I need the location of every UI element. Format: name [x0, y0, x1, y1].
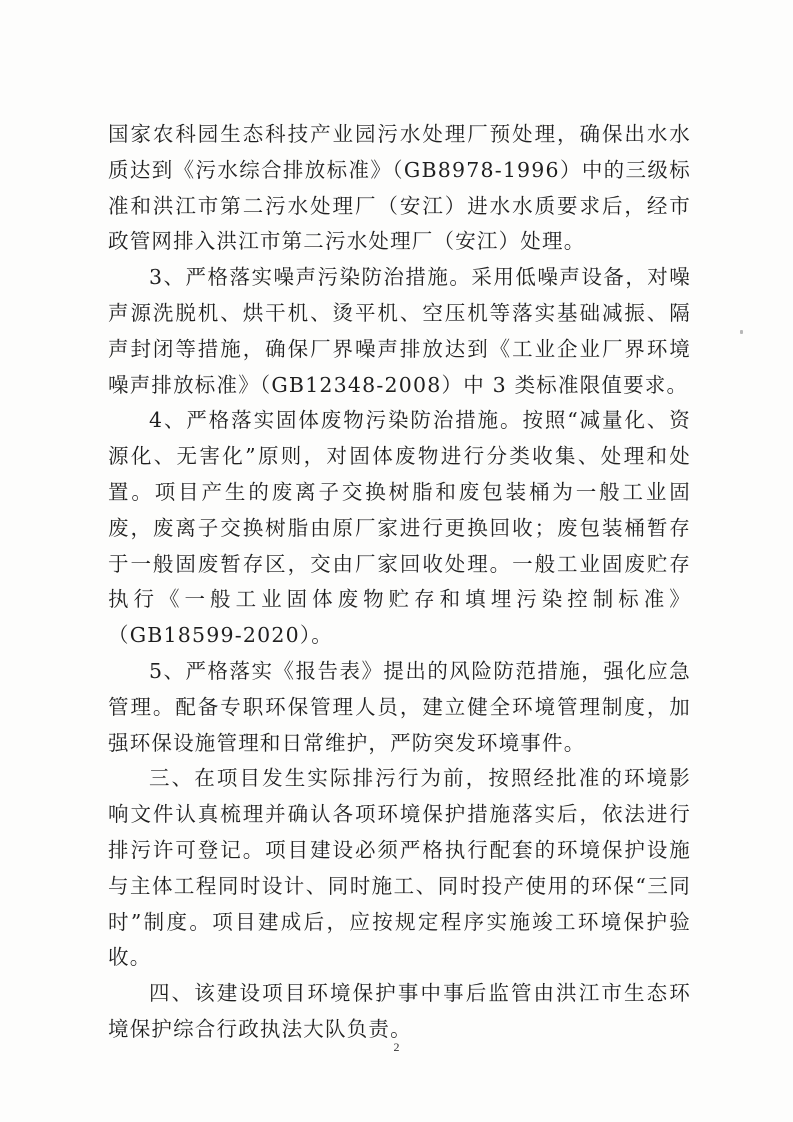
paragraph-supervision: 四、该建设项目环境保护事中事后监管由洪江市生态环境保护综合行政执法大队负责。	[108, 981, 691, 1041]
page-number: 2	[393, 1040, 400, 1054]
paragraph-noise-control: 3、严格落实噪声污染防治措施。采用低噪声设备，对噪声源洗脱机、烘干机、烫平机、空压机等落实基础减振、隔声封闭等措施，确保厂界噪声排放达到《工业企业厂界环境噪声排放标准》（GB12348-2008）中 3 类标准限值要求。	[108, 265, 691, 397]
document-body	[108, 117, 691, 1048]
scan-speck-mark	[740, 330, 743, 334]
paragraph-pollution-permit: 三、在项目发生实际排污行为前，按照经批准的环境影响文件认真梳理并确认各项环境保护措施落实后，依法进行排污许可登记。项目建设必须严格执行配套的环境保护设施与主体工程同时设计、同时施工、同时投产使用的环保“三同时”制度。项目建成后，应按规定程序实施竣工环境保护验收。	[108, 766, 691, 970]
paragraph-risk-prevention: 5、严格落实《报告表》提出的风险防范措施，强化应急管理。配备专职环保管理人员，建立健全环境管理制度，加强环保设施管理和日常维护，严防突发环境事件。	[108, 658, 691, 755]
paragraph-wastewater-continuation: 国家农科园生态科技产业园污水处理厂预处理，确保出水水质达到《污水综合排放标准》（GB8978-1996）中的三级标准和洪江市第二污水处理厂（安江）进水水质要求后，经市政管网排入洪江市第二污水处理厂（安江）处理。	[108, 122, 691, 254]
paragraph-solid-waste-control: 4、严格落实固体废物污染防治措施。按照“减量化、资源化、无害化”原则，对固体废物进行分类收集、处理和处置。项目产生的废离子交换树脂和废包装桶为一般工业固废，废离子交换树脂由原厂家进行更换回收；废包装桶暂存于一般固废暂存区，交由厂家回收处理。一般工业固废贮存执行《一般工业固体废物贮存和填埋污染控制标准》（GB18599-2020）。	[108, 408, 691, 648]
